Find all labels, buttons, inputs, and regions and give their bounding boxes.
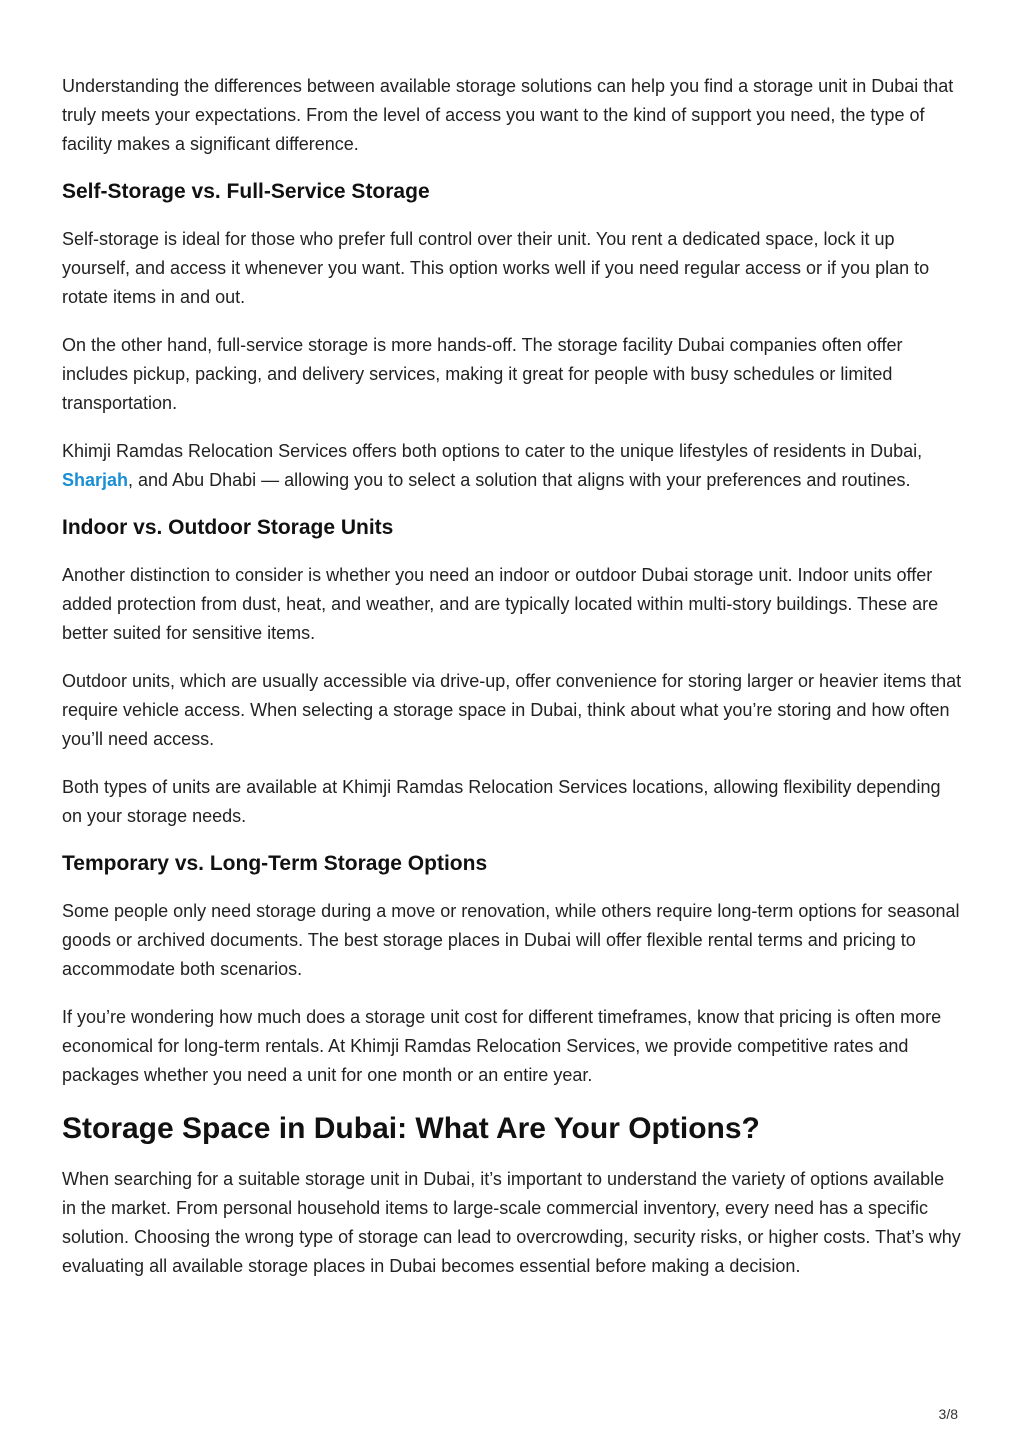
text-segment: , and Abu Dhabi — allowing you to select a solution that aligns with your preferences and routines.	[128, 470, 911, 490]
paragraph-khimji-options	[62, 437, 962, 495]
paragraph-outdoor: Outdoor units, which are usually accessible via drive-up, offer convenience for storing larger or heavier items that require vehicle access. When selecting a storage space in Dubai, think about what you’re storing and how often you’ll need access.	[62, 671, 962, 749]
section-heading-indoor-outdoor: Indoor vs. Outdoor Storage Units	[62, 516, 394, 539]
intro-paragraph: Understanding the differences between available storage solutions can help you find a storage unit in Dubai that truly meets your expectations. From the level of access you want to the kind of support you need, the type of facility makes a significant difference.	[62, 76, 954, 154]
section-heading-temporary-long-term: Temporary vs. Long-Term Storage Options	[62, 852, 488, 875]
paragraph-both-types: Both types of units are available at Khimji Ramdas Relocation Services locations, allowing flexibility depending on your storage needs.	[62, 777, 941, 826]
paragraph-self-storage: Self-storage is ideal for those who prefer full control over their unit. You rent a dedicated space, lock it up yourself, and access it whenever you want. This option works well if you need regular access or if you plan to rotate items in and out.	[62, 229, 930, 307]
paragraph-storage-options: When searching for a suitable storage unit in Dubai, it’s important to understand the variety of options available in the market. From personal household items to large-scale commercial inventory, every need has a specific solution. Choosing the wrong type of storage can lead to overcrowding, security risks, or higher costs. That’s why evaluating all available storage places in Dubai becomes essential before making a decision.	[62, 1169, 961, 1276]
document-body	[62, 72, 962, 1300]
section-heading-storage-space-options: Storage Space in Dubai: What Are Your Options?	[62, 1112, 760, 1145]
text-segment: Khimji Ramdas Relocation Services offers both options to cater to the unique lifestyles of residents in Dubai,	[62, 441, 923, 461]
page-number: 3/8	[938, 1406, 958, 1422]
paragraph-full-service: On the other hand, full-service storage is more hands-off. The storage facility Dubai companies often offer includes pickup, packing, and delivery services, making it great for people with busy schedules or limited transportation.	[62, 335, 903, 413]
paragraph-temporary: Some people only need storage during a move or renovation, while others require long-term options for seasonal goods or archived documents. The best storage places in Dubai will offer flexible rental terms and pricing to accommodate both scenarios.	[62, 901, 960, 979]
paragraph-pricing: If you’re wondering how much does a storage unit cost for different timeframes, know that pricing is often more economical for long-term rentals. At Khimji Ramdas Relocation Services, we provide competitive rates and packages whether you need a unit for one month or an entire year.	[62, 1007, 942, 1085]
section-heading-self-storage: Self-Storage vs. Full-Service Storage	[62, 180, 430, 203]
sharjah-link[interactable]: Sharjah	[62, 470, 129, 490]
paragraph-indoor: Another distinction to consider is whether you need an indoor or outdoor Dubai storage unit. Indoor units offer added protection from dust, heat, and weather, and are typically located within multi-story buildings. These are better suited for sensitive items.	[62, 565, 939, 643]
